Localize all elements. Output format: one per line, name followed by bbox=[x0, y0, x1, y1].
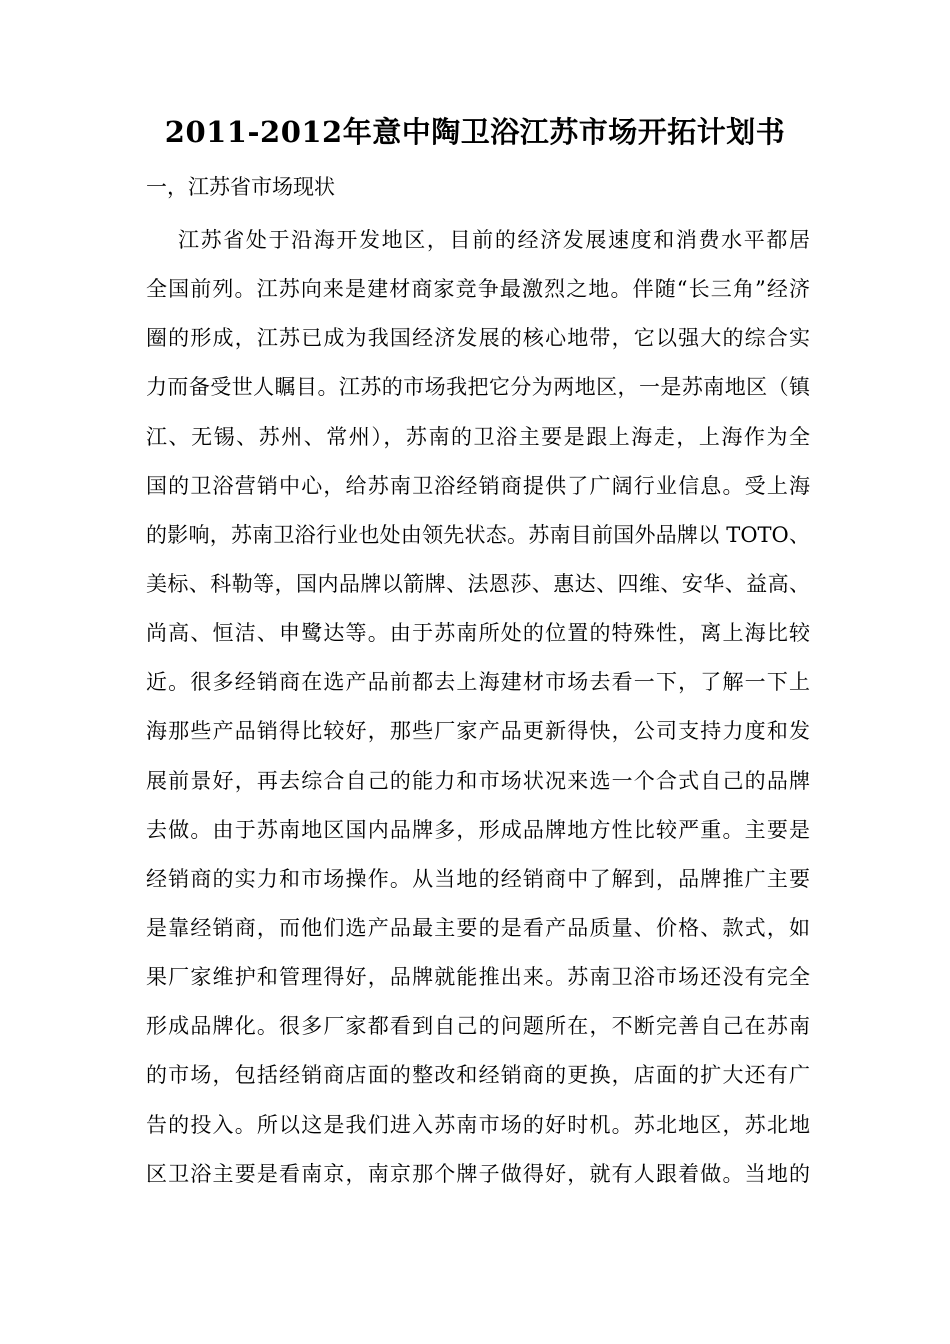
paragraph-line: 果厂家维护和管理得好，品牌就能推出来。苏南卫浴市场还没有完全 bbox=[146, 965, 810, 990]
paragraph-line: 圈的形成，江苏已成为我国经济发展的核心地带，它以强大的综合实 bbox=[146, 326, 810, 351]
paragraph-line: 国的卫浴营销中心，给苏南卫浴经销商提供了广阔行业信息。受上海 bbox=[146, 473, 810, 498]
paragraph-line: 近。很多经销商在选产品前都去上海建材市场去看一下，了解一下上 bbox=[146, 670, 810, 695]
paragraph-line: 力而备受世人瞩目。江苏的市场我把它分为两地区，一是苏南地区（镇 bbox=[146, 375, 810, 400]
paragraph-line: 海那些产品销得比较好，那些厂家产品更新得快，公司支持力度和发 bbox=[146, 719, 810, 744]
paragraph-line: 江苏省处于沿海开发地区，目前的经济发展速度和消费水平都居 bbox=[178, 228, 810, 252]
body-paragraph bbox=[146, 222, 810, 1205]
paragraph-line: 的市场，包括经销商店面的整改和经销商的更换，店面的扩大还有广 bbox=[146, 1063, 810, 1088]
paragraph-line: 去做。由于苏南地区国内品牌多，形成品牌地方性比较严重。主要是 bbox=[146, 817, 810, 842]
paragraph-line: 美标、科勒等，国内品牌以箭牌、法恩莎、惠达、四维、安华、益高、 bbox=[146, 571, 810, 596]
paragraph-line: 区卫浴主要是看南京，南京那个牌子做得好，就有人跟着做。当地的 bbox=[146, 1161, 810, 1186]
section-heading: 一，江苏省市场现状 bbox=[146, 175, 335, 199]
document-title: 2011-2012年意中陶卫浴江苏市场开拓计划书 bbox=[164, 115, 786, 149]
paragraph-line: 的影响，苏南卫浴行业也处由领先状态。苏南目前国外品牌以 TOTO、 bbox=[146, 522, 810, 547]
paragraph-line: 全国前列。江苏向来是建材商家竞争最激烈之地。伴随“长三角”经济 bbox=[146, 277, 810, 302]
paragraph-line: 告的投入。所以这是我们进入苏南市场的好时机。苏北地区，苏北地 bbox=[146, 1112, 810, 1137]
paragraph-line: 展前景好，再去综合自己的能力和市场状况来选一个合式自己的品牌 bbox=[146, 768, 810, 793]
paragraph-line: 尚高、恒洁、申鹭达等。由于苏南所处的位置的特殊性，离上海比较 bbox=[146, 621, 810, 646]
paragraph-line: 江、无锡、苏州、常州），苏南的卫浴主要是跟上海走，上海作为全 bbox=[146, 424, 810, 449]
paragraph-line: 形成品牌化。很多厂家都看到自己的问题所在，不断完善自己在苏南 bbox=[146, 1014, 810, 1039]
paragraph-line: 是靠经销商，而他们选产品最主要的是看产品质量、价格、款式，如 bbox=[146, 915, 810, 940]
paragraph-line: 经销商的实力和市场操作。从当地的经销商中了解到，品牌推广主要 bbox=[146, 866, 810, 891]
